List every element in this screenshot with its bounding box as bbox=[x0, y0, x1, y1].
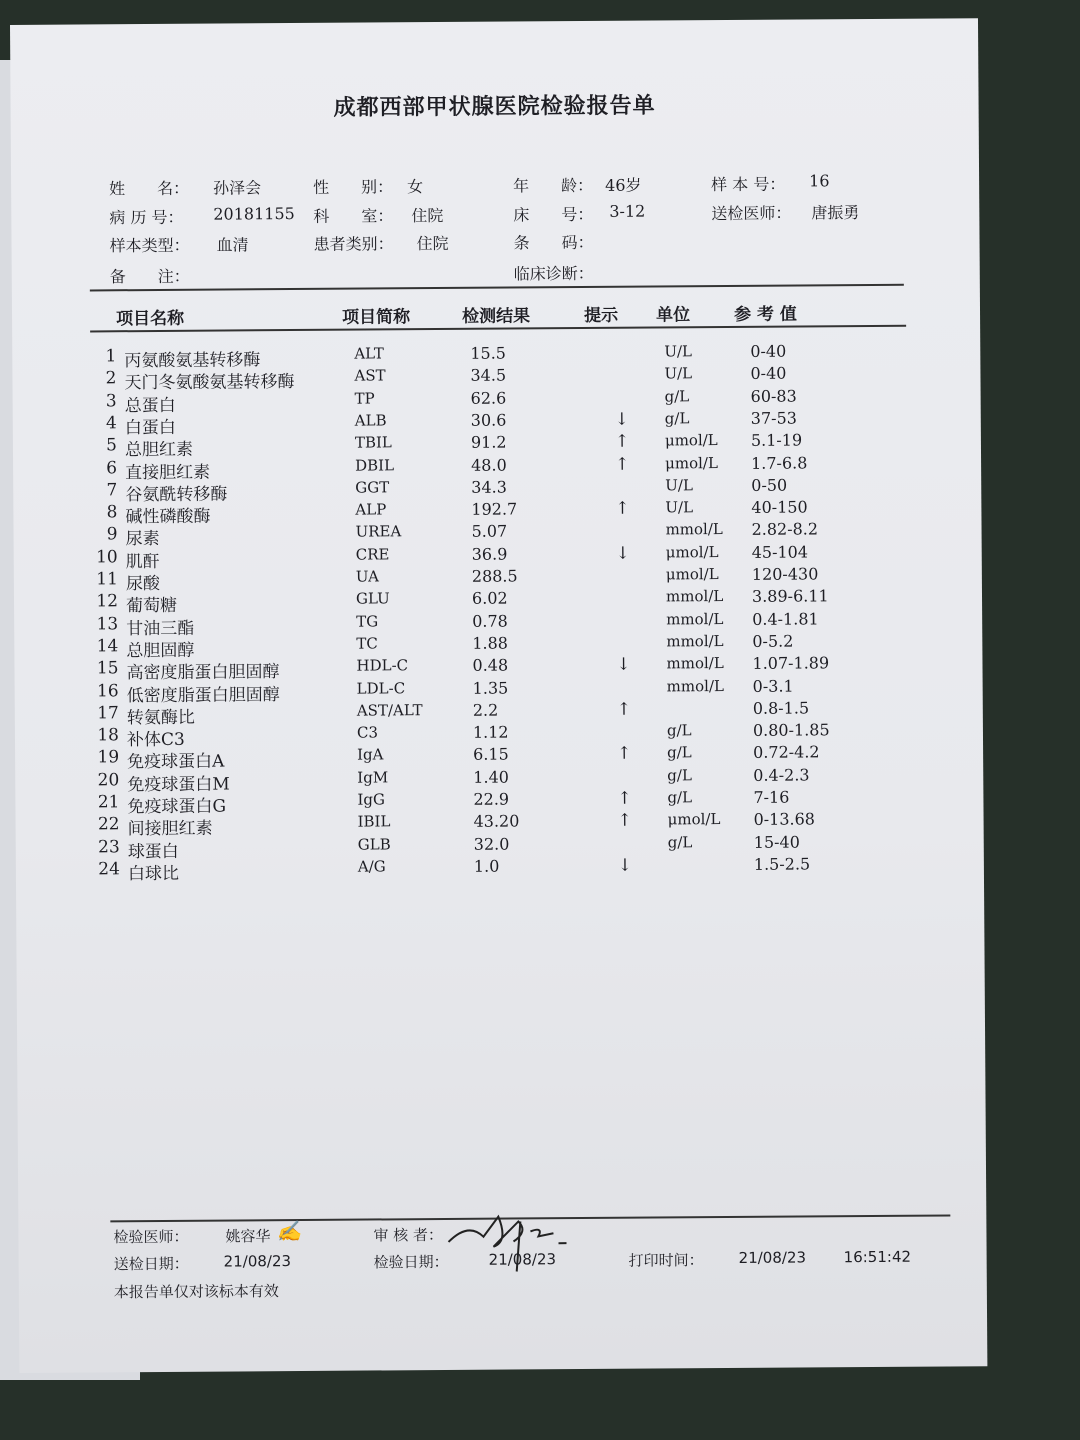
item-result: 1.0 bbox=[473, 856, 500, 876]
reference-range: 120-430 bbox=[751, 564, 819, 584]
item-name: 甘油三酯 bbox=[126, 618, 195, 639]
item-unit: U/L bbox=[665, 498, 694, 517]
col-header-ref: 参 考 值 bbox=[733, 304, 797, 325]
row-number: 10 bbox=[96, 546, 118, 568]
item-abbr: LDL-C bbox=[356, 678, 406, 698]
diagnosis-label: 临床诊断： bbox=[513, 263, 594, 284]
reviewer-signature bbox=[438, 1201, 579, 1282]
reference-range: 1.7-6.8 bbox=[751, 452, 808, 473]
item-result: 30.6 bbox=[470, 410, 507, 430]
lab-technician: 姚容华 bbox=[225, 1227, 271, 1246]
row-number: 13 bbox=[96, 613, 119, 635]
item-result: 34.3 bbox=[471, 477, 507, 497]
item-unit: g/L bbox=[664, 386, 690, 406]
item-abbr: GGT bbox=[355, 478, 390, 497]
row-number: 8 bbox=[106, 502, 118, 523]
send-date: 21/08/23 bbox=[223, 1252, 292, 1271]
reference-range: 0-3.1 bbox=[752, 676, 794, 696]
item-name: 总胆固醇 bbox=[126, 640, 195, 662]
print-time: 16:51:42 bbox=[843, 1247, 912, 1267]
item-abbr: A/G bbox=[357, 857, 386, 876]
reference-range: 2.82-8.2 bbox=[751, 519, 819, 540]
patient-type-label: 患者类别： bbox=[313, 234, 394, 254]
report-title: 成都西部甲状腺医院检验报告单 bbox=[333, 92, 656, 121]
item-name: 总蛋白 bbox=[124, 395, 176, 416]
abnormal-flag: ↑ bbox=[615, 454, 630, 475]
row-number: 6 bbox=[106, 457, 118, 478]
abnormal-flag: ↓ bbox=[614, 409, 630, 430]
item-abbr: AST/ALT bbox=[356, 700, 423, 720]
item-name: 总胆红素 bbox=[124, 439, 194, 461]
item-unit: mmol/L bbox=[666, 676, 724, 695]
print-date: 21/08/23 bbox=[738, 1248, 807, 1267]
item-result: 0.48 bbox=[472, 655, 509, 675]
reference-range: 15-40 bbox=[753, 832, 800, 852]
abnormal-flag: ↑ bbox=[617, 744, 632, 765]
item-abbr: TG bbox=[356, 612, 379, 631]
row-number: 17 bbox=[97, 703, 119, 724]
row-number: 7 bbox=[106, 480, 118, 501]
item-result: 1.88 bbox=[472, 633, 509, 653]
item-result: 34.5 bbox=[470, 365, 507, 386]
row-number: 16 bbox=[96, 680, 119, 701]
abnormal-flag: ↑ bbox=[615, 498, 630, 519]
item-result: 6.02 bbox=[471, 588, 508, 609]
item-abbr: GLU bbox=[355, 589, 390, 608]
item-abbr: DBIL bbox=[355, 455, 395, 475]
item-abbr: IgA bbox=[357, 745, 384, 764]
reference-range: 1.07-1.89 bbox=[752, 653, 830, 674]
item-result: 91.2 bbox=[470, 432, 507, 452]
tech-label: 检验医师： bbox=[113, 1227, 189, 1247]
item-unit: mmol/L bbox=[666, 654, 724, 673]
item-result: 0.78 bbox=[472, 611, 508, 631]
name-label: 姓 名： bbox=[109, 178, 190, 199]
item-result: 15.5 bbox=[470, 343, 506, 363]
reference-range: 0-5.2 bbox=[752, 631, 794, 651]
item-unit: g/L bbox=[666, 721, 692, 740]
item-unit: U/L bbox=[664, 342, 693, 361]
department: 住院 bbox=[411, 205, 444, 226]
item-abbr: TP bbox=[354, 389, 375, 408]
item-name: 谷氨酰转移酶 bbox=[125, 484, 228, 506]
row-number: 3 bbox=[105, 390, 117, 411]
col-header-name: 项目名称 bbox=[115, 308, 185, 330]
item-abbr: C3 bbox=[356, 723, 379, 742]
sample-type-label: 样本类型： bbox=[109, 235, 190, 256]
item-result: 288.5 bbox=[471, 566, 518, 586]
reference-range: 3.89-6.11 bbox=[751, 586, 829, 607]
item-name: 转氨酶比 bbox=[126, 707, 195, 728]
item-name: 补体C3 bbox=[126, 729, 185, 751]
abnormal-flag: ↑ bbox=[617, 788, 632, 809]
item-abbr: GLB bbox=[357, 834, 391, 854]
abnormal-flag: ↓ bbox=[617, 855, 633, 876]
reference-range: 1.5-2.5 bbox=[753, 854, 811, 874]
row-number: 11 bbox=[96, 569, 118, 590]
row-number: 20 bbox=[97, 769, 120, 791]
reference-range: 40-150 bbox=[751, 497, 808, 517]
print-time-label: 打印时间： bbox=[628, 1251, 704, 1270]
reference-range: 0.72-4.2 bbox=[753, 742, 820, 763]
reference-range: 0.4-1.81 bbox=[752, 608, 819, 629]
record-number: 20181155 bbox=[213, 204, 295, 224]
record-label: 病 历 号： bbox=[109, 207, 184, 228]
item-abbr: ALT bbox=[354, 344, 384, 363]
item-unit: mmol/L bbox=[665, 587, 724, 606]
patient-sex: 女 bbox=[407, 177, 424, 197]
item-unit: U/L bbox=[664, 364, 693, 383]
row-number: 9 bbox=[106, 524, 118, 545]
item-result: 6.15 bbox=[473, 744, 509, 765]
patient-age: 46岁 bbox=[605, 175, 642, 195]
item-unit: g/L bbox=[664, 409, 690, 428]
item-abbr: UREA bbox=[355, 522, 402, 541]
reference-range: 0-40 bbox=[750, 341, 787, 361]
item-name: 低密度脂蛋白胆固醇 bbox=[126, 684, 280, 706]
item-name: 葡萄糖 bbox=[125, 596, 178, 617]
referring-doctor: 唐振勇 bbox=[811, 203, 860, 223]
item-name: 直接胆红素 bbox=[125, 462, 211, 483]
item-abbr: IgM bbox=[357, 768, 389, 787]
item-unit: μmol/L bbox=[665, 453, 718, 472]
item-unit: g/L bbox=[667, 788, 693, 807]
patient-name: 孙泽会 bbox=[213, 178, 262, 198]
row-number: 12 bbox=[96, 591, 119, 612]
reference-range: 5.1-19 bbox=[750, 430, 803, 451]
item-abbr: IBIL bbox=[357, 812, 391, 831]
row-number: 24 bbox=[98, 859, 120, 880]
test-date: 21/08/23 bbox=[488, 1250, 557, 1269]
col-header-result: 检测结果 bbox=[461, 306, 531, 327]
barcode-label: 条 码： bbox=[513, 232, 594, 253]
item-unit: mmol/L bbox=[666, 609, 724, 629]
item-name: 白蛋白 bbox=[124, 417, 176, 439]
patient-type: 住院 bbox=[416, 233, 449, 254]
item-unit: μmol/L bbox=[665, 542, 719, 562]
lab-report-sheet bbox=[10, 18, 987, 1373]
row-number: 23 bbox=[98, 836, 120, 857]
item-abbr: IgG bbox=[357, 790, 385, 809]
item-abbr: UA bbox=[355, 567, 379, 586]
reference-range: 0.4-2.3 bbox=[753, 765, 810, 785]
item-unit: g/L bbox=[667, 765, 692, 785]
item-result: 192.7 bbox=[471, 499, 518, 519]
item-name: 尿素 bbox=[125, 529, 160, 550]
abnormal-flag: ↑ bbox=[614, 431, 630, 452]
item-unit: mmol/L bbox=[666, 631, 724, 651]
item-abbr: ALB bbox=[354, 411, 387, 430]
col-header-unit: 单位 bbox=[655, 305, 691, 326]
row-number: 21 bbox=[97, 792, 120, 813]
item-name: 丙氨酸氨基转移酶 bbox=[124, 350, 261, 372]
reference-range: 37-53 bbox=[750, 408, 797, 428]
col-header-flag: 提示 bbox=[583, 305, 619, 326]
item-name: 尿酸 bbox=[125, 573, 160, 595]
item-result: 36.9 bbox=[471, 544, 508, 564]
row-number: 4 bbox=[105, 413, 117, 434]
item-name: 高密度脂蛋白胆固醇 bbox=[126, 662, 280, 684]
item-abbr: ALP bbox=[355, 500, 387, 519]
item-result: 1.12 bbox=[472, 722, 509, 742]
item-result: 1.35 bbox=[472, 678, 509, 698]
item-abbr: HDL-C bbox=[356, 656, 409, 675]
item-result: 43.20 bbox=[473, 811, 520, 832]
dept-label: 科 室： bbox=[313, 206, 394, 226]
sample-type: 血清 bbox=[216, 235, 249, 255]
bed-number: 3-12 bbox=[609, 201, 646, 221]
reference-range: 0-40 bbox=[750, 363, 787, 384]
item-abbr: TBIL bbox=[354, 433, 392, 452]
item-unit: U/L bbox=[665, 476, 693, 495]
item-unit: g/L bbox=[667, 743, 692, 762]
item-abbr: CRE bbox=[355, 545, 390, 564]
item-abbr: TC bbox=[356, 634, 378, 653]
abnormal-flag: ↑ bbox=[617, 810, 632, 832]
item-unit: μmol/L bbox=[667, 810, 721, 829]
item-result: 1.40 bbox=[473, 767, 509, 787]
row-number: 19 bbox=[97, 747, 120, 768]
item-name: 免疫球蛋白G bbox=[127, 796, 227, 818]
item-unit: μmol/L bbox=[664, 431, 718, 450]
item-unit: μmol/L bbox=[665, 565, 719, 584]
row-number: 14 bbox=[96, 636, 119, 657]
reference-range: 60-83 bbox=[750, 386, 797, 406]
reference-range: 0.80-1.85 bbox=[752, 720, 830, 740]
item-name: 白球比 bbox=[127, 863, 179, 885]
row-number: 15 bbox=[96, 658, 119, 679]
item-name: 间接胆红素 bbox=[127, 818, 213, 840]
reference-range: 0-13.68 bbox=[753, 809, 816, 830]
bed-label: 床 号： bbox=[513, 204, 594, 225]
col-header-abbr: 项目简称 bbox=[341, 307, 411, 328]
item-name: 肌酐 bbox=[125, 551, 160, 572]
doctor-label: 送检医师： bbox=[711, 203, 792, 224]
item-result: 48.0 bbox=[471, 455, 507, 475]
item-result: 2.2 bbox=[472, 700, 499, 720]
abnormal-flag: ↓ bbox=[616, 654, 631, 675]
age-label: 年 龄： bbox=[513, 175, 594, 196]
item-name: 球蛋白 bbox=[127, 841, 179, 862]
abnormal-flag: ↑ bbox=[616, 699, 632, 720]
validity-note: 本报告单仅对该标本有效 bbox=[113, 1282, 279, 1302]
reference-range: 7-16 bbox=[753, 787, 790, 807]
item-name: 天门冬氨酸氨基转移酶 bbox=[124, 372, 295, 394]
item-result: 32.0 bbox=[473, 834, 510, 854]
test-date-label: 检验日期： bbox=[373, 1252, 449, 1272]
sex-label: 性 别： bbox=[313, 177, 394, 197]
item-name: 免疫球蛋白A bbox=[127, 751, 225, 773]
reference-range: 0.8-1.5 bbox=[752, 698, 810, 718]
sample-no: 16 bbox=[809, 171, 830, 191]
item-result: 62.6 bbox=[470, 388, 507, 408]
row-number: 5 bbox=[106, 435, 118, 456]
sample-no-label: 样 本 号： bbox=[711, 174, 786, 195]
row-number: 1 bbox=[105, 346, 117, 367]
item-unit: mmol/L bbox=[665, 520, 723, 539]
reference-range: 45-104 bbox=[751, 542, 809, 562]
header-divider bbox=[90, 284, 904, 292]
item-name: 碱性磷酸酶 bbox=[125, 506, 211, 528]
row-number: 22 bbox=[97, 814, 120, 835]
reference-range: 0-50 bbox=[751, 475, 788, 495]
remark-label: 备 注： bbox=[109, 266, 190, 287]
reviewer-label: 审 核 者： bbox=[373, 1226, 444, 1245]
item-result: 5.07 bbox=[471, 521, 508, 542]
item-unit: g/L bbox=[667, 832, 693, 852]
row-number: 18 bbox=[97, 725, 120, 746]
item-abbr: AST bbox=[354, 366, 386, 385]
item-name: 免疫球蛋白M bbox=[127, 774, 230, 795]
technician-signature: ✍ bbox=[276, 1218, 302, 1244]
item-result: 22.9 bbox=[473, 789, 510, 809]
row-number: 2 bbox=[105, 368, 117, 389]
abnormal-flag: ↓ bbox=[615, 543, 631, 564]
send-date-label: 送检日期： bbox=[113, 1254, 189, 1274]
